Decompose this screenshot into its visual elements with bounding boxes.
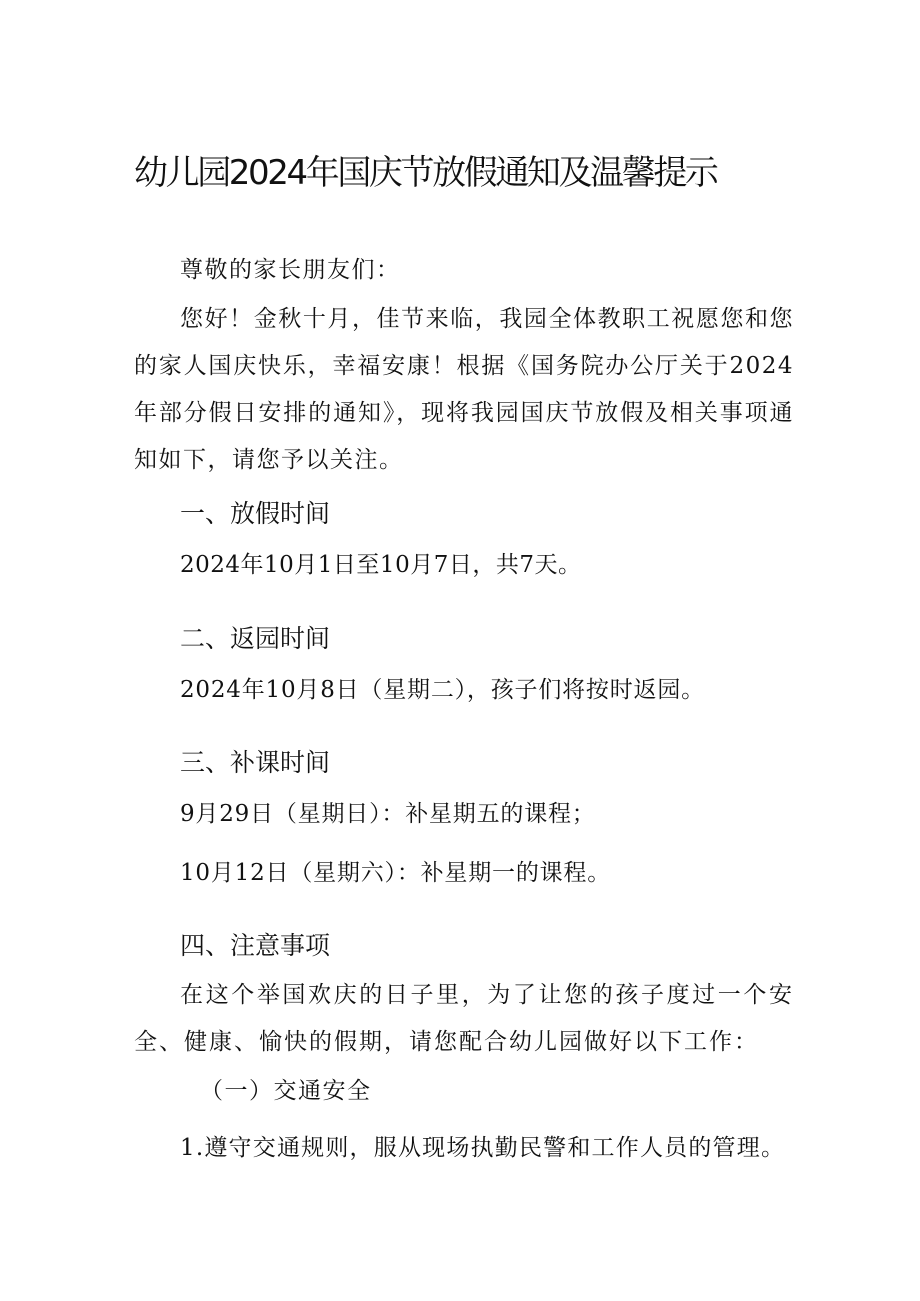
return-date: 2024年10月8日（星期二），孩子们将按时返园。 [180, 677, 705, 703]
subheading-traffic-safety: （一）交通安全 [200, 1078, 372, 1104]
section-heading-holiday: 一、放假时间 [180, 499, 331, 528]
section-heading-return: 二、返园时间 [180, 624, 331, 653]
intro-paragraph: 您好！金秋十月，佳节来临，我园全体教职工祝愿您和您的家人国庆快乐，幸福安康！根据《国务院办公厅关于2024年部分假日安排的通知》，现将我园国庆节放假及相关事项通知如下，请您予以关注。 [134, 306, 794, 473]
section-heading-makeup: 三、补课时间 [180, 748, 331, 777]
holiday-dates: 2024年10月1日至10月7日，共7天。 [180, 552, 582, 578]
document-title: 幼儿园2024年国庆节放假通知及温馨提示 [134, 153, 717, 193]
salutation: 尊敬的家长朋友们： [180, 257, 401, 283]
makeup-item: 10月12日（星期六）：补星期一的课程。 [180, 860, 612, 886]
makeup-item: 9月29日（星期日）：补星期五的课程； [180, 801, 596, 827]
section-heading-notes: 四、注意事项 [180, 931, 331, 960]
notes-intro-paragraph: 在这个举国欢庆的日子里，为了让您的孩子度过一个安全、健康、愉快的假期，请您配合幼儿园做好以下工作： [134, 982, 794, 1055]
traffic-rule-item: 1.遵守交通规则，服从现场执勤民警和工作人员的管理。 [180, 1135, 786, 1161]
